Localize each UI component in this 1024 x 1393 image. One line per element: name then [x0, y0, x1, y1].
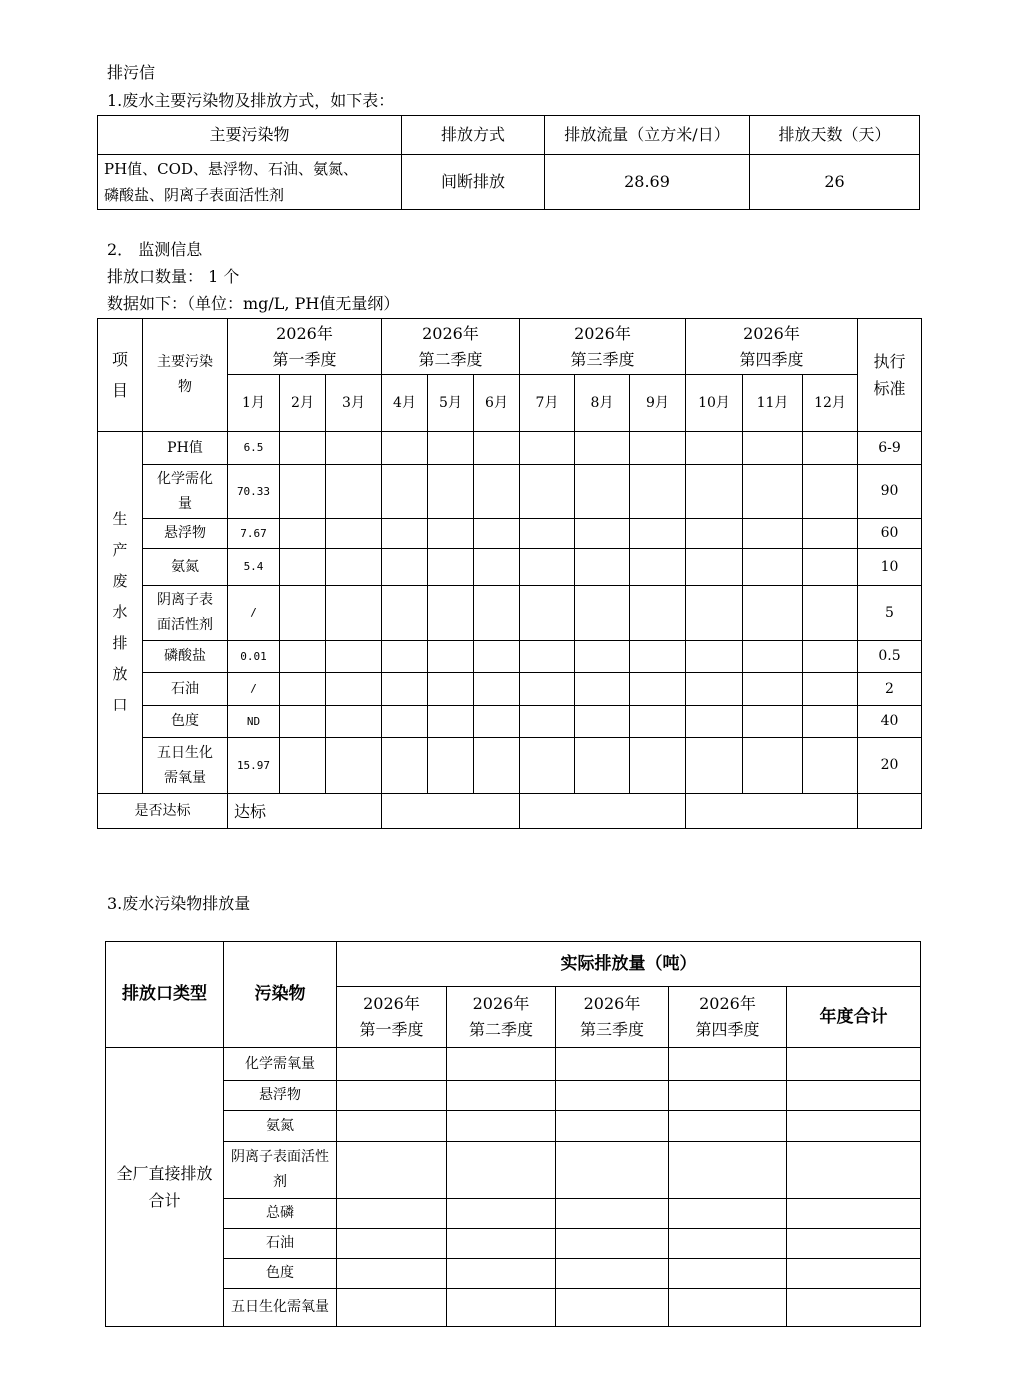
quarter-year: 2026年 [422, 323, 479, 343]
quarter-label: 第三季度 [570, 349, 635, 369]
january-value: 15.97 [228, 738, 280, 794]
pollutant-header [143, 319, 228, 432]
quarter-header [382, 319, 520, 375]
outlet-type-line: 全厂直接排放 [116, 1164, 213, 1183]
compliance-q1: 达标 [228, 794, 382, 829]
pollutant-name-line: 石油 [266, 1235, 294, 1251]
monitoring-table [97, 318, 922, 829]
page-title: 排污信 [107, 63, 156, 82]
pollutant-name-line: 面活性剂 [157, 617, 213, 633]
quarter-label: 第一季度 [272, 349, 337, 369]
january-value: 7.67 [228, 519, 280, 549]
pollutant-name [224, 1199, 337, 1229]
quarter-header [447, 987, 556, 1048]
outlet-type-line: 合计 [148, 1191, 181, 1210]
quarter-header [669, 987, 787, 1048]
quarter-label: 第二季度 [418, 349, 483, 369]
pollutant-name [143, 641, 228, 673]
item-header-char: 目 [111, 381, 128, 400]
pollutant-name [224, 1289, 337, 1327]
quarter-label: 第三季度 [579, 1020, 644, 1039]
emission-table [105, 941, 921, 1327]
header-cell: 主要污染物 [98, 116, 402, 155]
item-header [98, 319, 143, 432]
month-header: 7月 [520, 375, 575, 432]
quarter-year: 2026年 [276, 323, 333, 343]
pollutant-name [224, 1142, 337, 1199]
month-header: 12月 [803, 375, 858, 432]
pollutant-name-line: PH值 [167, 439, 203, 456]
pollutant-name-line: 化学需化 [157, 470, 213, 487]
pollutant-list-line: PH值、COD、悬浮物、石油、氨氮、 [104, 160, 358, 178]
standard-value: 90 [858, 465, 922, 519]
pollutant-name-line: 磷酸盐 [164, 648, 206, 664]
pollutant-name [224, 1048, 337, 1081]
pollutant-name-line: 氨氮 [171, 558, 199, 575]
pollutant-name-line: 阴离子表面活性 [231, 1149, 329, 1165]
month-header: 5月 [428, 375, 474, 432]
discharge-flow: 28.69 [545, 155, 750, 210]
pollutant-name [224, 1081, 337, 1111]
annual-total-header: 年度合计 [787, 987, 921, 1048]
pollutant-name-line: 总磷 [266, 1205, 294, 1221]
quarter-label: 第二季度 [468, 1020, 533, 1039]
january-value: 5.4 [228, 549, 280, 586]
standard-header-line: 执行 [873, 352, 906, 371]
pollutant-name-line: 石油 [171, 680, 199, 697]
january-value: 0.01 [228, 641, 280, 673]
outlet-group-label [98, 432, 143, 794]
standard-header [858, 319, 922, 432]
standard-value: 10 [858, 549, 922, 586]
quarter-year: 2026年 [472, 994, 530, 1013]
quarter-header [686, 319, 858, 375]
section3-heading: 3.废水污染物排放量 [107, 894, 251, 913]
month-header: 3月 [326, 375, 382, 432]
pollutant-name [143, 465, 228, 519]
item-header-char: 项 [111, 350, 128, 369]
standard-value: 40 [858, 706, 922, 738]
standard-value: 2 [858, 673, 922, 706]
outlet-group-char: 产 [112, 541, 128, 559]
standard-value: 6-9 [858, 432, 922, 465]
pollutant-name [143, 706, 228, 738]
actual-emission-header: 实际排放量（吨） [337, 942, 921, 987]
quarter-year: 2026年 [583, 994, 641, 1013]
pollutant-name [143, 673, 228, 706]
outlet-count: 排放口数量： 1 个 [107, 267, 240, 286]
outlet-group-char: 口 [112, 696, 128, 714]
january-value: ND [228, 706, 280, 738]
quarter-header [228, 319, 382, 375]
outlet-group-char: 水 [112, 603, 128, 621]
unit-note: 数据如下：（单位：mg/L, PH值无量纲） [107, 294, 400, 313]
pollutant-name-line: 需氧量 [164, 769, 206, 786]
outlet-type-header: 排放口类型 [106, 942, 224, 1048]
quarter-year: 2026年 [699, 994, 756, 1013]
january-value: / [228, 673, 280, 706]
month-header: 11月 [743, 375, 803, 432]
pollutant-name-line: 阴离子表 [157, 592, 213, 608]
outlet-group-char: 生 [112, 510, 128, 528]
section1-heading: 1.废水主要污染物及排放方式，如下表： [107, 91, 395, 110]
pollutant-list-line: 磷酸盐、阴离子表面活性剂 [104, 186, 285, 204]
quarter-year: 2026年 [363, 994, 420, 1013]
discharge-days: 26 [750, 155, 920, 210]
pollutant-name [224, 1111, 337, 1142]
month-header: 2月 [280, 375, 326, 432]
january-value: 6.5 [228, 432, 280, 465]
pollutant-name-line: 五日生化 [157, 744, 213, 761]
pollutant-method-table [97, 115, 920, 210]
pollutant-name-line: 量 [178, 495, 192, 512]
standard-value: 20 [858, 738, 922, 794]
pollutant-name [143, 519, 228, 549]
discharge-method: 间断排放 [402, 155, 545, 210]
month-header: 10月 [686, 375, 743, 432]
pollutant-name-line: 悬浮物 [164, 525, 206, 541]
pollutant-name [143, 586, 228, 641]
pollutant-name-line: 悬浮物 [259, 1087, 301, 1103]
standard-value: 60 [858, 519, 922, 549]
pollutant-name [143, 432, 228, 465]
pollutant-name-line: 色度 [171, 713, 199, 729]
standard-value: 5 [858, 586, 922, 641]
header-cell: 排放方式 [402, 116, 545, 155]
header-cell: 排放天数（天） [750, 116, 920, 155]
month-header: 1月 [228, 375, 280, 432]
outlet-group-char: 废 [112, 572, 128, 590]
pollutant-name [224, 1259, 337, 1289]
january-value: 70.33 [228, 465, 280, 519]
quarter-header [337, 987, 447, 1048]
outlet-group-char: 排 [112, 634, 128, 652]
pollutant-name-line: 化学需氧量 [245, 1055, 315, 1072]
pollutant-name [143, 549, 228, 586]
pollutant-header-line: 主要污染 [157, 354, 213, 370]
quarter-header [520, 319, 686, 375]
quarter-year: 2026年 [743, 323, 800, 343]
quarter-header [556, 987, 669, 1048]
january-value: / [228, 586, 280, 641]
month-header: 4月 [382, 375, 428, 432]
pollutant-header: 污染物 [224, 942, 337, 1048]
section2-heading: 2． 监测信息 [107, 240, 203, 259]
compliance-label: 是否达标 [98, 794, 228, 829]
pollutant-name-line: 五日生化需氧量 [231, 1299, 329, 1315]
quarter-label: 第四季度 [695, 1020, 760, 1039]
pollutant-name [224, 1229, 337, 1259]
month-header: 9月 [630, 375, 686, 432]
month-header: 8月 [575, 375, 630, 432]
outlet-type-cell [106, 1048, 224, 1327]
pollutant-header-line: 物 [178, 379, 192, 395]
standard-value: 0.5 [858, 641, 922, 673]
pollutant-name-line: 剂 [273, 1174, 287, 1190]
outlet-group-char: 放 [112, 665, 128, 683]
pollutant-name-line: 色度 [266, 1265, 294, 1281]
pollutant-name [143, 738, 228, 794]
header-cell: 排放流量（立方米/日） [545, 116, 750, 155]
month-header: 6月 [474, 375, 520, 432]
standard-header-line: 标准 [873, 379, 906, 398]
quarter-label: 第四季度 [739, 349, 804, 369]
pollutant-name-line: 氨氮 [266, 1117, 294, 1134]
quarter-year: 2026年 [574, 323, 631, 343]
pollutant-list-cell [98, 155, 402, 210]
quarter-label: 第一季度 [359, 1020, 424, 1039]
